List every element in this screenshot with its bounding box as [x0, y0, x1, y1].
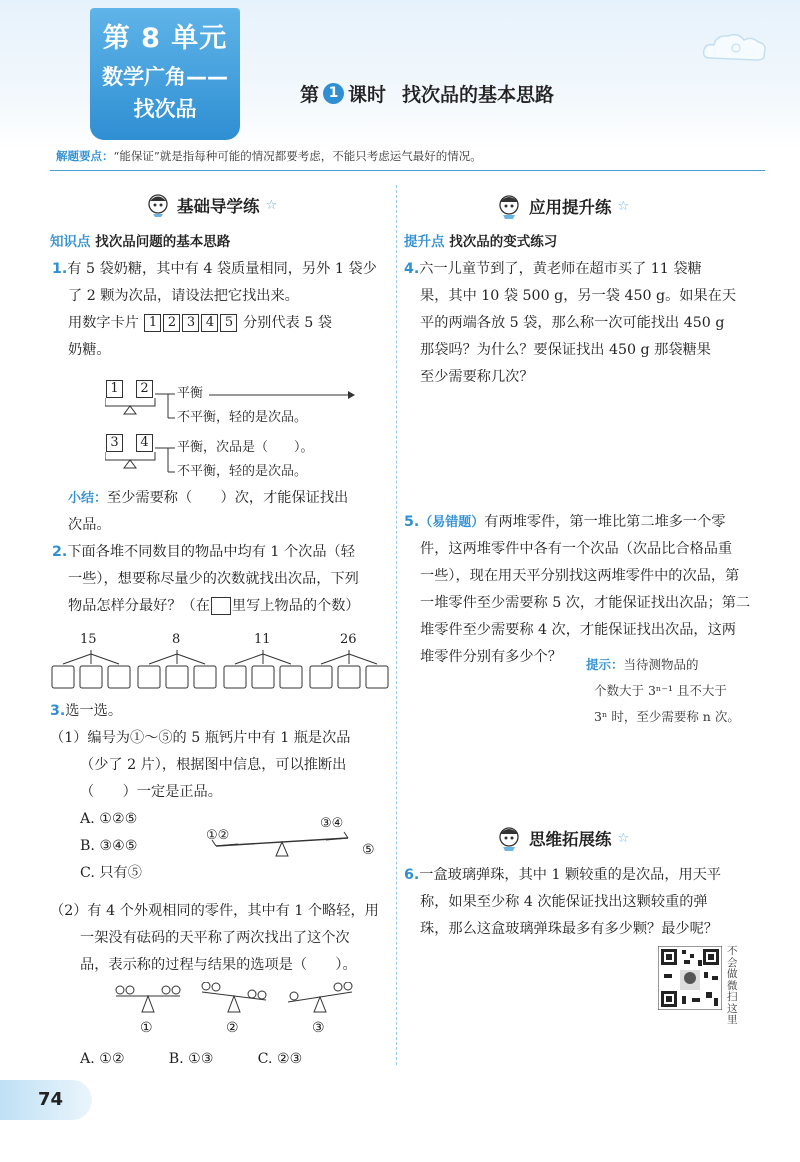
summary-label: 小结：	[68, 491, 108, 506]
q3-p2-figures	[110, 982, 370, 1042]
q5-line5: 堆零件至少需要称 4 次，才能保证找出次品，这两	[420, 622, 736, 638]
scale-left-items: ①②	[206, 828, 230, 843]
d1-result-unbalanced: 不平衡，轻的是次品。	[177, 410, 308, 425]
summary-line1: 至少需要称（ ）次，才能保证找出	[107, 490, 349, 506]
card-3: 3	[182, 314, 199, 332]
q2-number: 2.	[52, 544, 68, 560]
q2-line3b: 里写上物品的个数）	[231, 598, 360, 614]
lesson-prefix: 第	[300, 84, 320, 106]
hint-label: 提示：	[586, 657, 624, 672]
lesson-name: 找次品的基本思路	[402, 84, 555, 106]
star-icon: ☆	[617, 198, 630, 214]
q4-line1: 六一儿童节到了，黄老师在超市买了 11 袋糖	[419, 261, 702, 277]
section-basic-title: 基础导学练	[177, 197, 260, 216]
q2-inline-box	[211, 597, 231, 615]
q1-number: 1.	[52, 261, 68, 277]
tree-2	[136, 632, 218, 694]
q3-p2-option-b: B. ①③	[168, 1051, 214, 1067]
q5-tag: （易错题）	[419, 515, 485, 530]
question-1	[52, 256, 392, 364]
tip-label: 解题要点：	[56, 149, 114, 163]
q3-scale-figure	[198, 812, 388, 872]
q6-line2: 称，如果至少称 4 次能保证找出这颗较重的弹	[420, 894, 708, 910]
q3-p2-line1: （2）有 4 个外观相同的零件，其中有 1 个略轻，用	[50, 903, 379, 919]
page-number: 74	[0, 1080, 92, 1120]
q3-part-2	[50, 898, 395, 979]
kp-label: 知识点	[50, 234, 91, 250]
q2-line2: 一些），想要称尽量少的次数就找出次品，下列	[68, 571, 359, 587]
card-4: 4	[201, 314, 218, 332]
qr-caption: 不会做微扫这里	[727, 945, 738, 1026]
hint-line1: 当待测物品的	[623, 657, 699, 672]
section-extend	[495, 824, 629, 852]
fig-label-1: ①	[140, 1020, 153, 1036]
scale-right-items: ③④	[320, 816, 344, 831]
q1-line4: 奶糖。	[68, 342, 111, 358]
q4-line3: 平的两端各放 5 袋，那么称一次可能找出 450 g	[420, 315, 725, 331]
section-basic	[145, 192, 277, 218]
lesson-title	[300, 80, 554, 107]
q3-p1-option-c: C. 只有⑤	[80, 865, 142, 881]
improve-text: 找次品的变式练习	[449, 234, 558, 250]
q3-p1-line1: （1）编号为①～⑤的 5 瓶钙片中有 1 瓶是次品	[50, 730, 351, 746]
q5-line3: 一些），现在用天平分别找这两堆零件中的次品，第	[420, 568, 740, 584]
q3-number: 3.	[50, 703, 66, 719]
hint-line2: 个数大于 3ⁿ⁻¹ 且不大于	[594, 683, 727, 698]
q4-line2: 果，其中 10 袋 500 g，另一袋 450 g。如果在天	[420, 288, 737, 304]
d1-result-balanced: 平衡	[177, 386, 204, 401]
d2-result-balanced: 平衡，次品是（ ）。	[177, 440, 314, 455]
q5-line2: 件，这两堆零件中各有一个次品（次品比合格品重	[420, 541, 733, 557]
q6-line3: 珠，那么这盒玻璃弹珠最多有多少颗？最少呢？	[420, 921, 718, 937]
tip-text: “能保证”就是指每种可能的情况都要考虑，不能只考虑运气最好的情况。	[113, 149, 482, 163]
tree-3-total: 11	[254, 632, 271, 647]
q6-line1: 一盒玻璃弹珠，其中 1 颗较重的是次品，用天平	[419, 867, 722, 883]
q3-p1-option-a: A. ①②⑤	[80, 811, 138, 827]
star-icon: ☆	[617, 830, 630, 846]
hint-line3: 3ⁿ 时，至少需要称 n 次。	[594, 709, 740, 724]
column-divider	[396, 185, 397, 1065]
card-1: 1	[144, 314, 161, 332]
d1-card-a: 1	[106, 380, 123, 398]
tip-divider	[50, 170, 765, 171]
scale-diagram-1	[105, 378, 365, 428]
d2-card-a: 3	[106, 434, 123, 452]
lesson-number: 1	[323, 83, 344, 104]
q3-p1-line2: （少了 2 片），根据图中信息，可以推断出	[80, 757, 347, 773]
q3-p2-line2: 一架没有砝码的天平称了两次找出了这个次	[80, 930, 350, 946]
q3-p2-line3: 品，表示称的过程与结果的选项是（ ）。	[80, 957, 357, 973]
q3-p2-option-c: C. ②③	[257, 1051, 303, 1067]
card-5: 5	[220, 314, 237, 332]
d1-card-b: 2	[136, 380, 153, 398]
question-2	[52, 539, 392, 620]
q2-line3a: 物品怎样分最好？（在	[68, 598, 210, 614]
card-2: 2	[163, 314, 180, 332]
q1-line3a: 用数字卡片	[68, 315, 139, 331]
q6-number: 6.	[404, 867, 420, 883]
q5-line6: 堆零件分别有多少个？	[420, 649, 562, 665]
q3-p1-options	[80, 806, 200, 887]
q3-title: 选一选。	[65, 703, 123, 719]
d2-card-b: 4	[136, 434, 153, 452]
section-apply-title: 应用提升练	[529, 198, 612, 217]
q3-p1-option-b: B. ③④⑤	[80, 838, 138, 854]
key-tip	[50, 144, 765, 168]
tree-1-total: 15	[80, 632, 97, 647]
q1-line2: 了 2 颗为次品，请设法把它找出来。	[68, 288, 299, 304]
q3-p2-options	[80, 1046, 380, 1073]
section-apply	[495, 192, 629, 220]
q2-line3	[52, 593, 392, 620]
scale-aside-item: ⑤	[362, 842, 375, 858]
q4-line4: 那袋吗？为什么？要保证找出 450 g 那袋糖果	[420, 342, 711, 358]
mascot-icon	[145, 192, 171, 218]
improve-point	[404, 230, 557, 250]
question-6	[404, 862, 766, 943]
star-icon: ☆	[265, 197, 278, 213]
mascot-icon	[495, 824, 523, 852]
unit-subtopic: 找次品	[133, 97, 197, 121]
unit-number: 第 8 单元	[102, 23, 228, 54]
d2-result-unbalanced: 不平衡，轻的是次品。	[177, 464, 308, 479]
q2-tree-diagrams	[50, 632, 390, 694]
q4-number: 4.	[404, 261, 420, 277]
question-3	[50, 698, 395, 806]
question-4	[404, 256, 764, 391]
q1-line3	[52, 310, 392, 337]
unit-badge	[90, 8, 240, 140]
q3-p1-line3: （ ）一定是正品。	[80, 784, 222, 800]
q1-summary	[68, 485, 388, 539]
fig-label-2: ②	[226, 1020, 239, 1036]
tree-4	[308, 632, 390, 694]
q5-line1: 有两堆零件，第一堆比第二堆多一个零	[484, 514, 726, 530]
hint-box	[586, 652, 740, 730]
tree-4-total: 26	[340, 632, 357, 647]
kp-text: 找次品问题的基本思路	[95, 234, 231, 250]
section-extend-title: 思维拓展练	[529, 830, 612, 849]
q5-line4: 一堆零件至少需要称 5 次，才能保证找出次品；第二	[420, 595, 751, 611]
question-5	[404, 509, 766, 671]
q2-line1: 下面各堆不同数目的物品中均有 1 个次品（轻	[67, 544, 355, 560]
summary-line2: 次品。	[68, 517, 111, 533]
q1-line3b: 分别代表 5 袋	[242, 315, 332, 331]
unit-topic: 数学广角——	[102, 65, 228, 89]
q4-line5: 至少需要称几次？	[420, 369, 534, 385]
fig-label-3: ③	[312, 1020, 325, 1036]
scale-diagram-2	[105, 432, 365, 482]
improve-label: 提升点	[404, 234, 445, 250]
tree-1	[50, 632, 132, 694]
lesson-suffix: 课时	[348, 84, 387, 106]
q1-line1: 有 5 袋奶糖，其中有 4 袋质量相同，另外 1 袋少	[67, 261, 377, 277]
mascot-icon	[495, 192, 523, 220]
cloud-icon	[700, 30, 770, 66]
tree-2-total: 8	[172, 632, 181, 647]
tree-3	[222, 632, 304, 694]
q5-number: 5.	[404, 514, 420, 530]
qr-code-icon[interactable]	[658, 946, 722, 1010]
q3-p2-option-a: A. ①②	[80, 1051, 125, 1067]
knowledge-point	[50, 230, 230, 250]
